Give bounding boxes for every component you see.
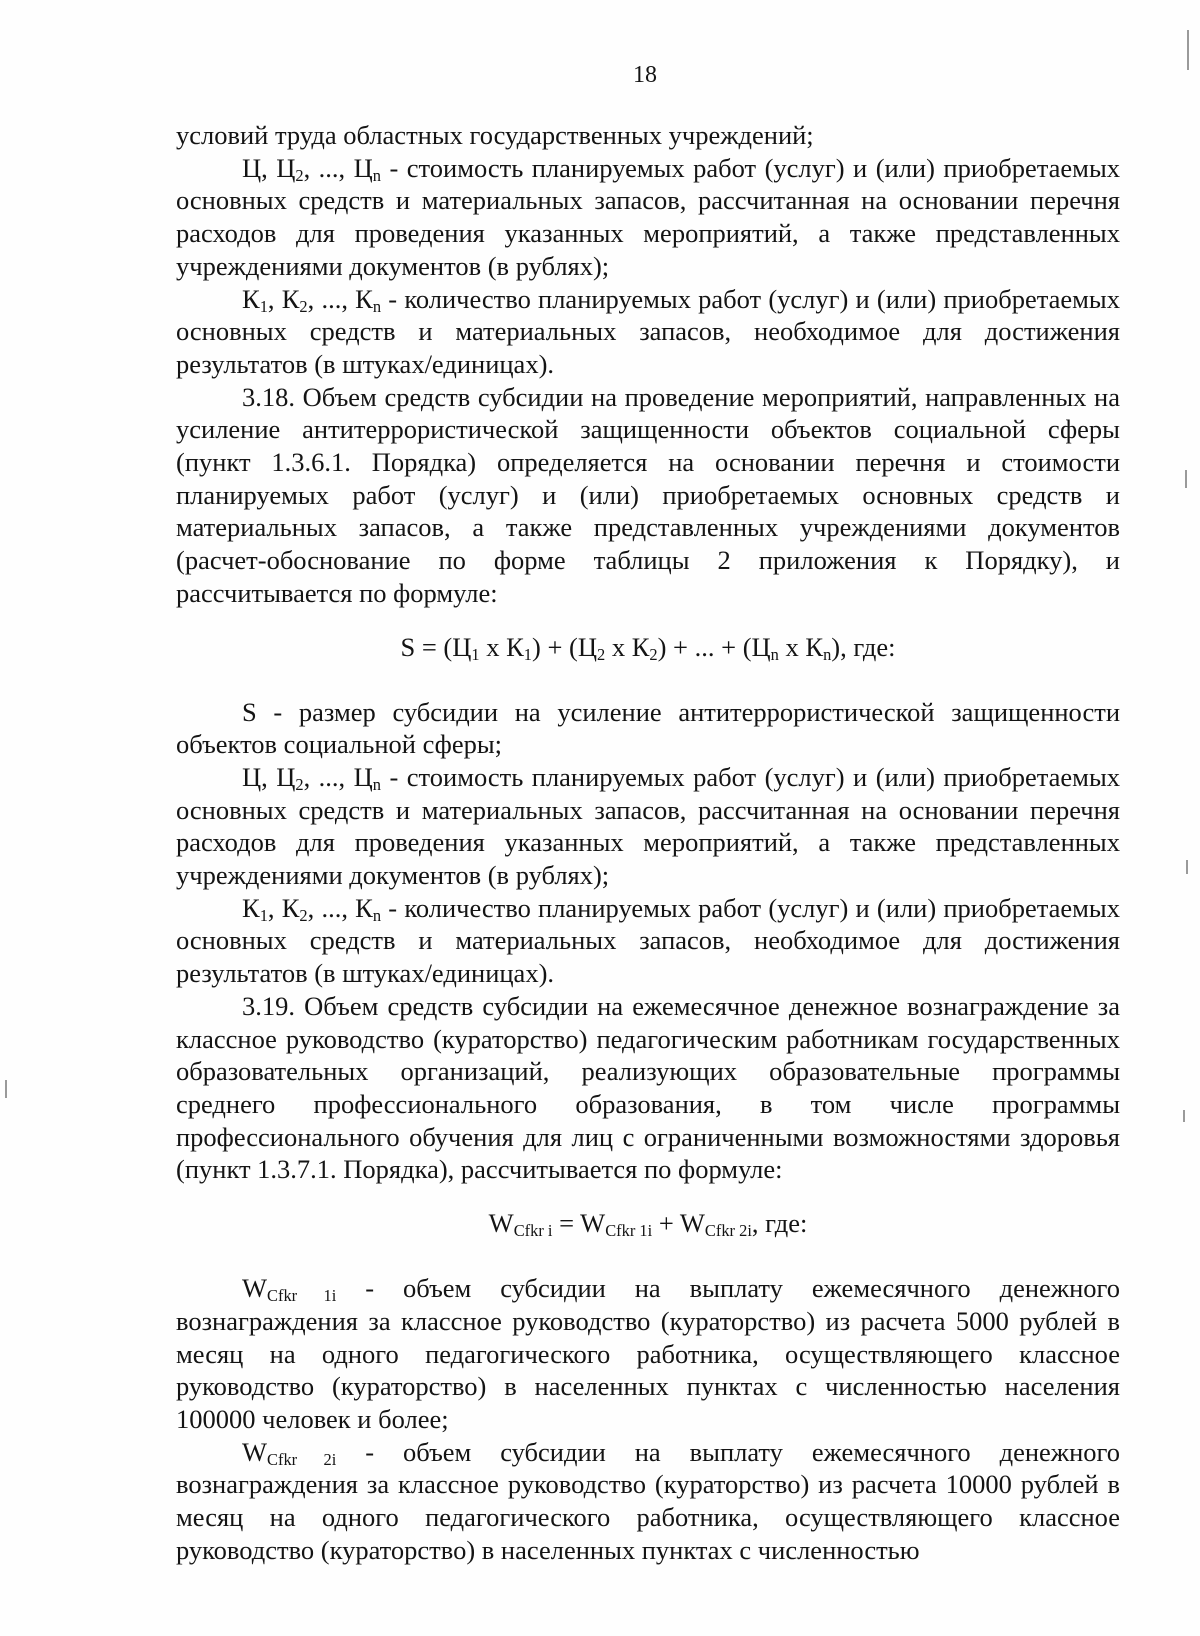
- subscript: 1: [259, 905, 268, 925]
- formula-subsidy-sum: [176, 630, 1120, 664]
- symbol-text: W: [242, 1273, 268, 1304]
- subscript: 2: [649, 644, 658, 664]
- subscript: n: [770, 644, 779, 664]
- definition-text: - объем субсидии на выплату ежемесячного денежного вознаграждения за классное руководство (кураторство) из расчета 10000 рублей в месяц на одного педагогического работника, осуществляющего классное руководство (кураторство) в населенных пунктах с численностью: [176, 1436, 1120, 1565]
- formula-part: x К: [479, 631, 524, 662]
- subscript: 1: [523, 644, 532, 664]
- symbol-text: Ц, Ц: [242, 761, 296, 792]
- formula-part: ) + (Ц: [532, 631, 597, 662]
- subscript: n: [372, 905, 382, 925]
- paragraph-w2-definition: [176, 1436, 1120, 1567]
- paragraph-section-3-18: 3.18. Объем средств субсидии на проведение мероприятий, направленных на усиление антитеррористической защищенности объектов социальной сферы (пункт 1.3.6.1. Порядка) определяется на основании перечня и стоимости планируемых работ (услуг) и (или) приобретаемых основных средств и материальных запасов, а также представленных учреждениями документов (расчет-обоснование по форме таблицы 2 приложения к Порядку), и рассчитывается по формуле:: [176, 381, 1120, 608]
- symbol-text: , К: [267, 892, 300, 923]
- formula-part: x К: [778, 631, 824, 662]
- definition-text: - количество планируемых работ (услуг) и (или) приобретаемых основных средств и материальных запасов, необходимое для достижения результатов (в штуках/единицах).: [176, 283, 1120, 379]
- subscript: n: [372, 296, 382, 316]
- definition-text: - стоимость планируемых работ (услуг) и (или) приобретаемых основных средств и материальных запасов, рассчитанная на основании перечня расходов для проведения указанных мероприятий, а также представленных учреждениями документов (в рублях);: [176, 152, 1121, 281]
- scan-artifact: [1183, 1110, 1185, 1122]
- paragraph-quantity-definition: [176, 283, 1120, 381]
- paragraph-price-definition: [176, 761, 1120, 892]
- formula-part: W: [488, 1208, 514, 1239]
- formula-w-cfkr: [176, 1206, 1120, 1240]
- symbol-text: , ..., К: [307, 892, 373, 923]
- paragraph-section-3-19: 3.19. Объем средств субсидии на ежемесячное денежное вознаграждение за классное руководство (кураторство) педагогическим работникам государственных образовательных организаций, реализующих образовательные программы среднего профессионального образования, в том числе программы профессионального обучения для лиц с ограниченными возможностями здоровья (пункт 1.3.7.1. Порядка), рассчитывается по формуле:: [176, 990, 1120, 1185]
- paragraph: условий труда областных государственных учреждений;: [176, 120, 814, 150]
- subscript: n: [372, 165, 382, 185]
- definition-text: - стоимость планируемых работ (услуг) и (или) приобретаемых основных средств и материальных запасов, рассчитанная на основании перечня расходов для проведения указанных мероприятий, а также представленных учреждениями документов (в рублях);: [176, 761, 1121, 891]
- subscript: Cfkr 2i: [704, 1221, 752, 1241]
- symbol-text: , ..., Ц: [303, 761, 373, 792]
- subscript: n: [823, 644, 832, 664]
- subscript: 2: [295, 165, 304, 185]
- subscript: n: [372, 775, 382, 795]
- paragraph-quantity-definition: [176, 892, 1120, 990]
- symbol-text: , К: [267, 283, 300, 314]
- subscript: 1: [471, 644, 480, 664]
- formula-part: ), где:: [831, 631, 896, 662]
- paragraph-w1-definition: [176, 1272, 1120, 1436]
- definition-text: - количество планируемых работ (услуг) и (или) приобретаемых основных средств и материальных запасов, необходимое для достижения результатов (в штуках/единицах).: [176, 892, 1120, 989]
- subscript: Cfkr 1i: [605, 1221, 653, 1241]
- subscript: 2: [295, 775, 304, 795]
- symbol-text: Ц, Ц: [242, 152, 296, 183]
- formula-part: = W: [552, 1208, 606, 1239]
- subscript: Cfkr 2i: [267, 1449, 337, 1469]
- scan-artifact: [1185, 470, 1187, 488]
- formula-part: x К: [605, 631, 650, 662]
- page-number: 18: [633, 62, 657, 88]
- definition-text: - объем субсидии на выплату ежемесячного денежного вознаграждения за классное руководство (кураторство) из расчета 5000 рублей в месяц на одного педагогического работника, осуществляющего классное руководство (кураторство) в населенных пунктах с численностью населения 100000 человек и более;: [176, 1273, 1120, 1434]
- symbol-text: , ..., Ц: [303, 152, 373, 183]
- subscript: Cfkr i: [513, 1221, 553, 1241]
- symbol-text: W: [242, 1436, 268, 1467]
- formula-part: S = (Ц: [400, 631, 472, 662]
- paragraph-price-definition: [176, 152, 1120, 283]
- symbol-text: , ..., К: [307, 283, 373, 314]
- scan-artifact: [1186, 860, 1188, 874]
- paragraph-s-definition: S - размер субсидии на усиление антитеррористической защищенности объектов социальной сферы;: [176, 696, 1120, 760]
- formula-part: , где:: [751, 1208, 808, 1239]
- symbol-text: К: [242, 892, 260, 923]
- document-body: [176, 119, 1120, 1566]
- formula-part: ) + ... + (Ц: [657, 631, 771, 662]
- formula-part: + W: [652, 1208, 705, 1239]
- subscript: 2: [299, 905, 308, 925]
- subscript: Cfkr 1i: [267, 1286, 337, 1306]
- subscript: 1: [259, 296, 268, 316]
- scan-artifact: [5, 1080, 7, 1098]
- subscript: 2: [299, 296, 308, 316]
- subscript: 2: [596, 644, 606, 664]
- symbol-text: К: [242, 283, 260, 314]
